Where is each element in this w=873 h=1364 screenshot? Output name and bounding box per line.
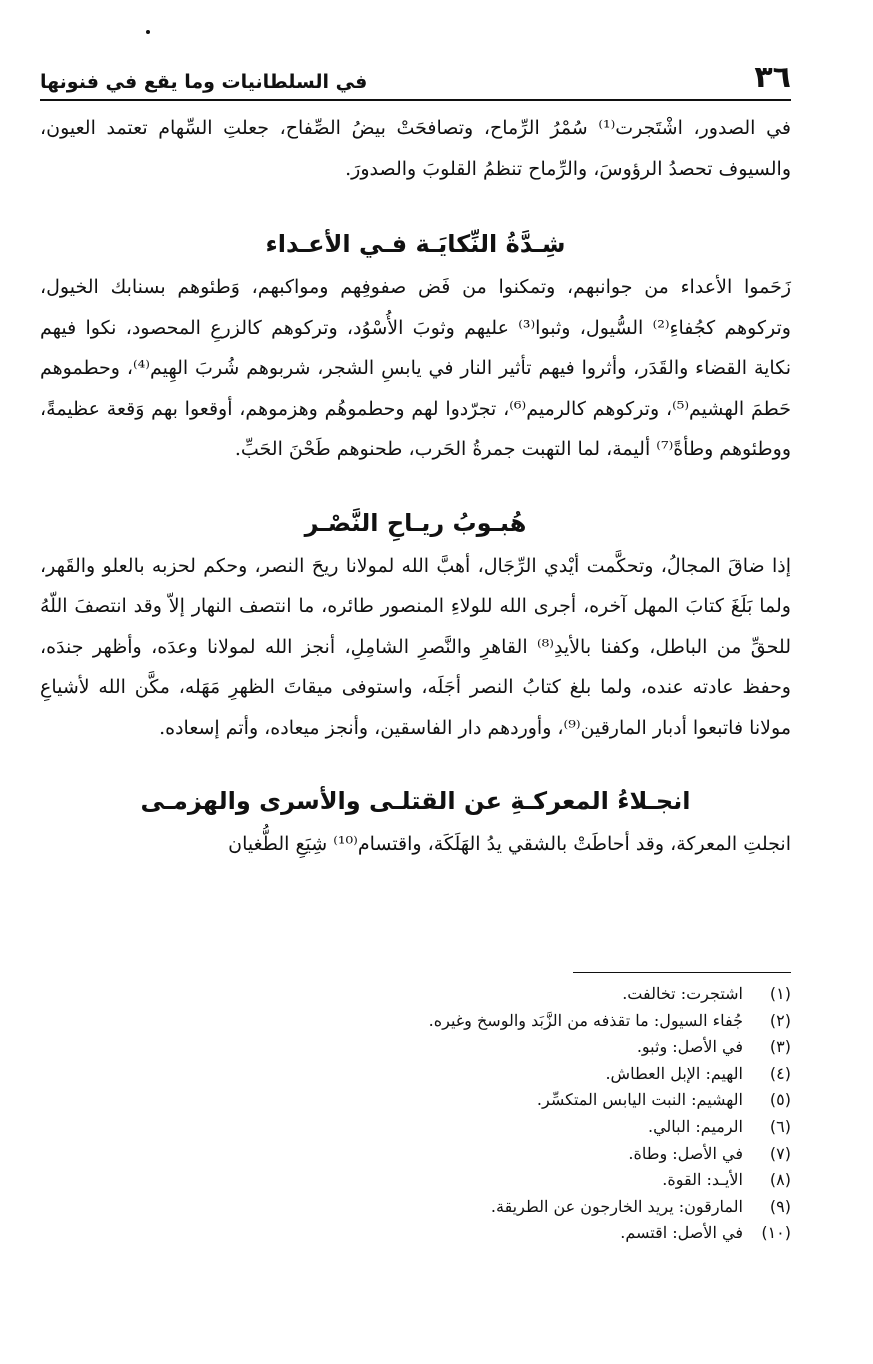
section-heading-1: شِـدَّةُ النِّكايَـة فـي الأعـداء	[265, 230, 566, 258]
ink-dot	[146, 30, 150, 34]
footnote-text: الرميم: البالي.	[648, 1116, 743, 1136]
footnote	[40, 1141, 791, 1168]
footnote	[40, 1220, 791, 1247]
footnote	[40, 1114, 791, 1141]
footnote-text: الهيم: الإبل العطاش.	[605, 1063, 743, 1083]
footnote-number: (٩)	[769, 1196, 791, 1216]
footnote-number: (٧)	[769, 1143, 791, 1163]
footnote-text: في الأصل: وطاة.	[628, 1143, 743, 1163]
footnote-number: (١٠)	[761, 1223, 791, 1243]
running-title: في السلطانيات وما يقع في فنونها	[40, 71, 368, 93]
page-number: ٣٦	[754, 60, 791, 95]
footnote-number: (١)	[769, 984, 791, 1003]
section-paragraph-3: انجلتِ المعركة، وقد أحاطَتْ بالشقي يدُ الهَلَكَة، واقتسام⁽¹⁰⁾ شِيَعِ الطُّغيان	[228, 833, 791, 855]
footnote	[40, 981, 791, 1008]
footnote	[40, 1167, 791, 1194]
footnote-text: المارقون: يريد الخارجون عن الطريقة.	[490, 1196, 743, 1216]
section-paragraph-2: إذا ضاقَ المجالُ، وتحكَّمت أيْدي الرِّجَال، أهبَّ الله لمولانا ريحَ النصر، وحكم لحزبه بالعلو والقَهر، ولما بَلَغَ كتابَ المهل آخره، أجرى الله للولاءِ المنصور طائره، ما انتصف النهار إلاّ وقد انتصفَ اللّهُ للحقِّ من الباطل، وكفنا بالأيدِ⁽⁸⁾ القاهرِ والنَّصرِ الشامِلِ، أنجز الله لمولانا وعدَه، وأظهر جندَه، وحفظ عادته عنده، ولما بلغ كتابُ النصر أجَلَه، واستوفى ميقاتَ الظهرِ مَهَله، مكَّن الله لأشياعِ مولانا فاتبعوا أدبار المارقين⁽⁹⁾، وأوردهم دار الفاسقين، وأنجز ميعاده، وأتم إسعاده.	[40, 554, 791, 739]
intro-paragraph: في الصدور، اشْتَجرت⁽¹⁾ سُمْرُ الرِّماح، وتصافحَتْ بيضُ الصِّفاح، جعلتِ السِّهام تعتمد العيون، والسيوف تحصدُ الرؤوسَ، والرِّماح تنظمُ القلوبَ والصدورَ.	[40, 117, 791, 180]
footnote-text: الأيـد: القوة.	[662, 1170, 743, 1190]
footnote-number: (٤)	[769, 1063, 791, 1083]
footnote-number: (٣)	[769, 1037, 791, 1057]
section-heading-2: هُبـوبُ ريـاحِ النَّصْـر	[304, 508, 527, 537]
section-paragraph-1: زَحَموا الأعداء من جوانبهم، وتمكنوا من فَض صفوفِهم ومواكبهم، وَطئوهم بسنابك الخيول، وتركوهم كجُفاءِ⁽²⁾ السُّيول، وثبوا⁽³⁾ عليهم وثوبَ الأُسْوُد، وتركوهم كالزرعِ المحصود، نكوا فيهم نكاية القضاء والقَدَر، وأثروا فيهم تأثير النار في يابسِ الشجر، شربوهم شُربَ الهِيم⁽⁴⁾، وحطموهم حَطمَ الهشيم⁽⁵⁾، وتركوهم كالرميم⁽⁶⁾، تجرّدوا لهم وحطموهُم وهزموهم، أوقعوا بهم وَقعة عظيمةً، ووطئوهم وطأةً⁽⁷⁾ أليمة، لما التهبت جمرةُ الحَرب، طحنوهم طَحْنَ الحَبِّ.	[40, 276, 791, 460]
footnote	[40, 1061, 791, 1088]
footnote-number: (٢)	[769, 1010, 791, 1030]
footnote-text: في الأصل: اقتسم.	[620, 1223, 743, 1243]
footnote	[40, 1008, 791, 1035]
footnote-text: الهشيم: النبت اليابس المتكسِّر.	[536, 1090, 743, 1110]
footnote-number: (٥)	[769, 1090, 791, 1110]
footnote-number: (٦)	[769, 1116, 791, 1136]
footnote	[40, 1194, 791, 1221]
footnote-text: اشتجرت: تخالفت.	[622, 984, 743, 1003]
footnotes	[40, 972, 791, 1247]
page-header	[40, 55, 791, 101]
main-text	[40, 108, 791, 865]
footnote-number: (٨)	[769, 1170, 791, 1190]
footnote-rule	[573, 972, 791, 973]
footnote-text: في الأصل: وثبو.	[636, 1037, 743, 1057]
section-heading-3: انجـلاءُ المعركـةِ عن القتلـى والأسرى والهزمـى	[140, 787, 691, 815]
footnote	[40, 1087, 791, 1114]
footnote-text: جُفاء السيول: ما تقذفه من الزَّبَد والوسخ وغيره.	[428, 1010, 743, 1030]
footnote	[40, 1034, 791, 1061]
